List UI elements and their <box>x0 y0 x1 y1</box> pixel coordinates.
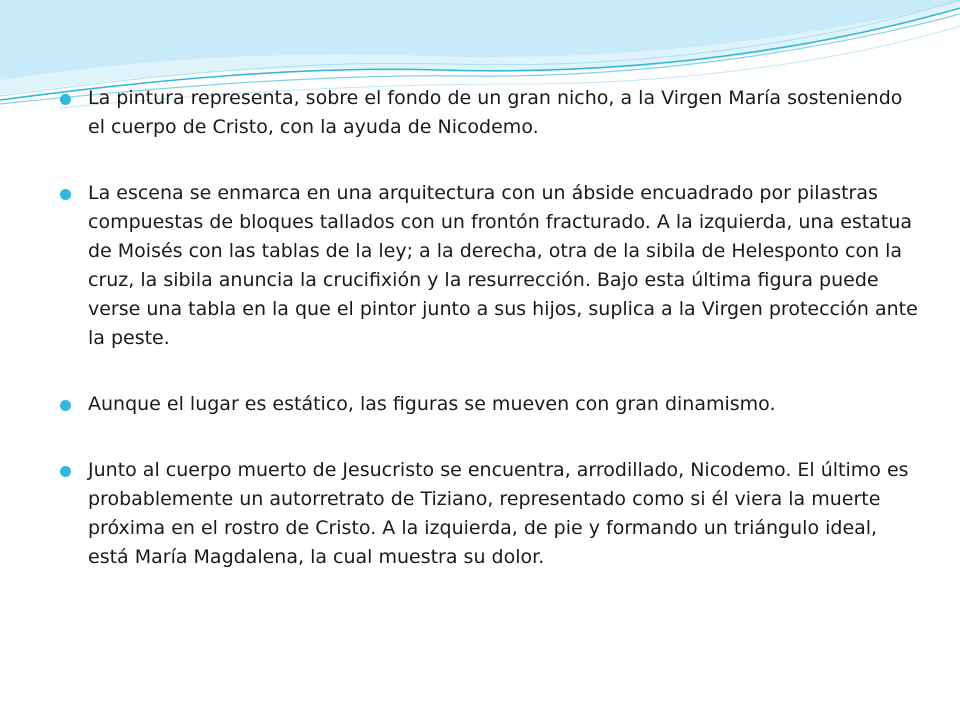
bullet-dot-icon <box>60 189 71 200</box>
bullet-item <box>60 84 920 142</box>
bullet-text: La pintura representa, sobre el fondo de un gran nicho, a la Virgen María sosteniendo el cuerpo de Cristo, con la ayuda de Nicodemo. <box>88 87 903 138</box>
bullet-list <box>60 84 920 572</box>
bullet-dot-icon <box>60 94 71 105</box>
bullet-item <box>60 456 920 572</box>
bullet-text: Junto al cuerpo muerto de Jesucristo se encuentra, arrodillado, Nicodemo. El último es probablemente un autorretrato de Tiziano, representado como si él viera la muerte próxima en el rostro de Cristo. A la izquierda, de pie y formando un triángulo ideal, está María Magdalena, la cual muestra su dolor. <box>88 459 909 568</box>
bullet-item <box>60 390 920 419</box>
bullet-item <box>60 179 920 353</box>
bullet-text: Aunque el lugar es estático, las figuras se mueven con gran dinamismo. <box>88 393 776 415</box>
bullet-dot-icon <box>60 400 71 411</box>
bullet-text: La escena se enmarca en una arquitectura con un ábside encuadrado por pilastras compuestas de bloques tallados con un frontón fracturado. A la izquierda, una estatua de Moisés con las tablas de la ley; a la derecha, otra de la sibila de Helesponto con la cruz, la sibila anuncia la crucifixión y la resurrección. Bajo esta última figura puede verse una tabla en la que el pintor junto a sus hijos, suplica a la Virgen protección ante la peste. <box>88 182 918 349</box>
bullet-dot-icon <box>60 466 71 477</box>
